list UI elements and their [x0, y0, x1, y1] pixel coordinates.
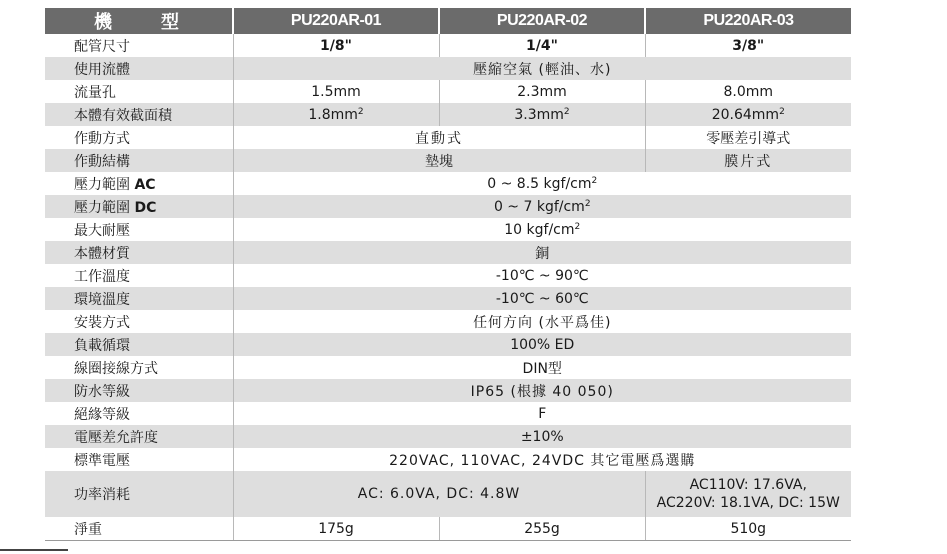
cell-value: IP65 (根據 40 050): [233, 379, 851, 402]
row-label: [45, 172, 233, 195]
cell-value: 175g: [233, 517, 439, 541]
row-label: 安裝方式: [45, 310, 233, 333]
row-protection: [45, 379, 851, 402]
header-row: [45, 8, 851, 34]
cell-value: 3/8": [645, 34, 851, 57]
row-pipe-size: [45, 34, 851, 57]
superscript: 2: [591, 175, 598, 186]
row-wiring: [45, 356, 851, 379]
cell-value: 2.3mm: [439, 80, 645, 103]
row-label: 流量孔: [45, 80, 233, 103]
row-label: 負載循環: [45, 333, 233, 356]
value-text: 3.3mm: [514, 106, 564, 123]
row-label: [45, 195, 233, 218]
row-pressure-ac: [45, 172, 851, 195]
footer-rule: [0, 549, 68, 551]
row-label: 本體材質: [45, 241, 233, 264]
cell-value: 220VAC, 110VAC, 24VDC 其它電壓爲選購: [233, 448, 851, 471]
label-text: 壓力範圍: [74, 199, 130, 216]
cell-value: 壓縮空氣 (輕油、水): [233, 57, 851, 80]
row-standard-voltage: [45, 448, 851, 471]
value-text: 0 ~ 7 kgf/cm: [493, 198, 585, 215]
cell-value: [645, 103, 851, 126]
value-text: 0 ~ 8.5 kgf/cm: [487, 175, 592, 192]
superscript: 2: [357, 106, 364, 117]
superscript: 2: [574, 221, 581, 232]
cell-value: [233, 172, 851, 195]
value-line: AC110V: 17.6VA,: [689, 477, 807, 493]
row-label: 作動結構: [45, 149, 233, 172]
row-label: 配管尺寸: [45, 34, 233, 57]
cell-value: 直動式: [233, 126, 645, 149]
superscript: 2: [779, 106, 785, 117]
cell-value: 任何方向 (水平爲佳): [233, 310, 851, 333]
row-label: 作動方式: [45, 126, 233, 149]
cell-value: -10℃ ~ 90℃: [233, 264, 851, 287]
label-suffix: DC: [134, 199, 157, 216]
row-label: 環境溫度: [45, 287, 233, 310]
cell-value: [233, 195, 851, 218]
cell-value: 8.0mm: [645, 80, 851, 103]
value-text: 10 kgf/cm: [504, 221, 575, 238]
cell-value: 1/4": [439, 34, 645, 57]
row-label: 淨重: [45, 517, 233, 541]
cell-value: [439, 103, 645, 126]
row-label: 電壓差允許度: [45, 425, 233, 448]
superscript: 2: [563, 106, 570, 117]
row-effective-area: [45, 103, 851, 126]
value-text: 20.64mm: [711, 106, 780, 123]
row-label: 最大耐壓: [45, 218, 233, 241]
cell-value: [233, 218, 851, 241]
cell-value: 255g: [439, 517, 645, 541]
row-pressure-dc: [45, 195, 851, 218]
cell-value: 零壓差引導式: [645, 126, 851, 149]
cell-value: AC: 6.0VA, DC: 4.8W: [233, 471, 645, 517]
row-max-pressure: [45, 218, 851, 241]
cell-value: [645, 471, 851, 517]
row-label: 標準電壓: [45, 448, 233, 471]
cell-value: 銅: [233, 241, 851, 264]
superscript: 2: [584, 198, 591, 209]
row-label: 本體有效截面積: [45, 103, 233, 126]
row-power: [45, 471, 851, 517]
header-model: 機 型: [45, 8, 233, 34]
cell-value: 1.5mm: [233, 80, 439, 103]
row-label: 防水等級: [45, 379, 233, 402]
row-ambient-temp: [45, 287, 851, 310]
row-mounting: [45, 310, 851, 333]
cell-value: DIN型: [233, 356, 851, 379]
header-model-03: PU220AR-03: [645, 8, 851, 34]
row-weight: [45, 517, 851, 541]
label-text: 壓力範圍: [74, 176, 130, 193]
row-material: [45, 241, 851, 264]
row-insulation: [45, 402, 851, 425]
row-voltage-tolerance: [45, 425, 851, 448]
label-suffix: AC: [134, 176, 156, 193]
row-label: 使用流體: [45, 57, 233, 80]
row-label: 功率消耗: [45, 471, 233, 517]
row-structure: [45, 149, 851, 172]
cell-value: ±10%: [233, 425, 851, 448]
header-model-02: PU220AR-02: [439, 8, 645, 34]
row-duty-cycle: [45, 333, 851, 356]
cell-value: 膜片式: [645, 149, 851, 172]
header-model-01: PU220AR-01: [233, 8, 439, 34]
value-line: AC220V: 18.1VA, DC: 15W: [656, 495, 840, 511]
row-medium: [45, 57, 851, 80]
cell-value: 100% ED: [233, 333, 851, 356]
cell-value: 1/8": [233, 34, 439, 57]
row-orifice: [45, 80, 851, 103]
cell-value: 510g: [645, 517, 851, 541]
spec-table: [45, 8, 851, 541]
row-label: 絕緣等級: [45, 402, 233, 425]
cell-value: [233, 103, 439, 126]
cell-value: -10℃ ~ 60℃: [233, 287, 851, 310]
row-working-temp: [45, 264, 851, 287]
row-operation: [45, 126, 851, 149]
value-text: 1.8mm: [308, 106, 358, 123]
cell-value: F: [233, 402, 851, 425]
row-label: 線圈接線方式: [45, 356, 233, 379]
cell-value: 墊塊: [233, 149, 645, 172]
row-label: 工作溫度: [45, 264, 233, 287]
